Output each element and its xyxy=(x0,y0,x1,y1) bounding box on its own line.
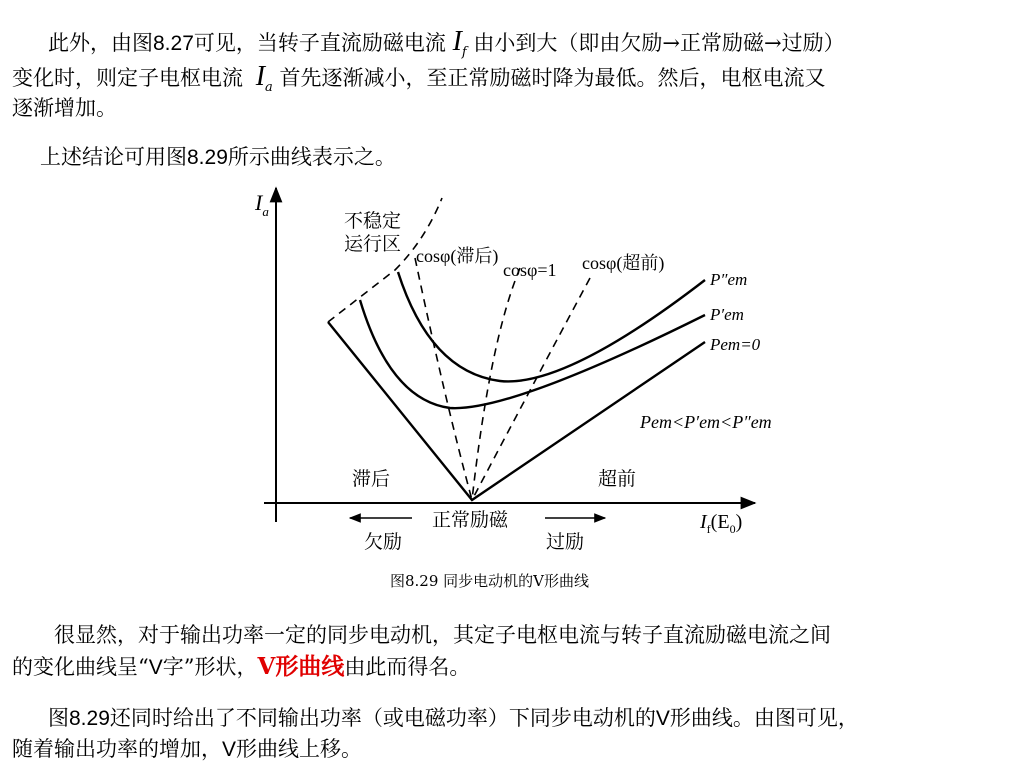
letter-v: V xyxy=(655,707,670,730)
unstable-region-label-1: 不稳定 xyxy=(344,211,402,232)
text-run: 形曲线。由图可见， xyxy=(669,706,859,730)
lagging-region-label: 滞后 xyxy=(352,469,391,490)
y-axis-label: $I_a$ xyxy=(255,190,269,219)
text-run: 由小到大（即由欠励→正常励磁→过励） xyxy=(473,31,845,55)
symbol-if-subscript: f xyxy=(461,45,467,60)
curve-pem-double-prime xyxy=(398,272,705,381)
figure-number: 8.27 xyxy=(153,32,194,55)
curve-label-pem-prime: P′em xyxy=(710,305,744,324)
text-run: 形曲线上移。 xyxy=(236,737,363,761)
text-run: 逐渐增加。 xyxy=(12,96,117,120)
figure-number: 8.29 xyxy=(69,707,110,730)
x-axis-label: $I_f(E_0)$ xyxy=(700,511,743,536)
cos-phi-unity-label: cosφ=1 xyxy=(503,260,557,280)
figure-caption: 图8.29 同步电动机的V形曲线 xyxy=(390,572,590,590)
cos-phi-lag-label: cosφ(滞后) xyxy=(416,246,499,266)
leading-region-label: 超前 xyxy=(598,469,637,490)
letter-v: V xyxy=(148,656,163,679)
curve-label-pem-zero: Pem=0 xyxy=(710,335,761,354)
text-run: 图 xyxy=(48,706,69,730)
paragraph-3-line-2 xyxy=(12,653,470,682)
text-run: 此外，由图 xyxy=(48,31,153,55)
text-run: 随着输出功率的增加， xyxy=(12,737,222,761)
highlight-term: V形曲线 xyxy=(257,653,345,680)
paragraph-4-line-2 xyxy=(12,735,362,764)
text-run: 的变化曲线呈“ xyxy=(12,655,149,679)
symbol-ia-subscript: a xyxy=(265,80,273,95)
curve-pem-prime xyxy=(360,300,705,408)
text-run: 可见，当转子直流励磁电流 xyxy=(193,31,446,55)
text-run: 上述结论可用图 xyxy=(40,145,187,169)
text-run: 变化时，则定子电枢电流 xyxy=(12,66,243,90)
under-excitation-label: 欠励 xyxy=(364,532,403,553)
symbol-ia: I xyxy=(255,61,266,92)
text-run: 首先逐渐减小，至正常励磁时降为最低。然后，电枢电流又 xyxy=(279,66,826,90)
paragraph-4-line-1 xyxy=(48,704,859,733)
letter-v: V xyxy=(222,738,237,761)
text-run: 很显然，对于输出功率一定的同步电动机，其定子电枢电流与转子直流励磁电流之间 xyxy=(54,623,831,647)
power-inequality-label: Pem<P′em<P″em xyxy=(640,412,772,432)
text-run: 字”形状， xyxy=(162,655,258,679)
cos-phi-lead-line xyxy=(472,278,590,500)
over-excitation-label: 过励 xyxy=(546,532,585,553)
normal-excitation-label: 正常励磁 xyxy=(432,510,509,531)
symbol-if: I xyxy=(452,26,462,57)
figure-number: 8.29 xyxy=(187,146,228,169)
unstable-region-label-2: 运行区 xyxy=(344,234,402,255)
text-run: 所示曲线表示之。 xyxy=(227,145,396,169)
curve-label-pem-double-prime: P″em xyxy=(710,270,748,289)
text-run: 还同时给出了不同输出功率（或电磁功率）下同步电动机的 xyxy=(109,706,656,730)
cos-phi-unity-line xyxy=(472,268,520,500)
text-run: 由此而得名。 xyxy=(344,655,471,679)
paragraph-3-line-1 xyxy=(54,621,831,649)
cos-phi-lead-label: cosφ(超前) xyxy=(582,253,665,273)
